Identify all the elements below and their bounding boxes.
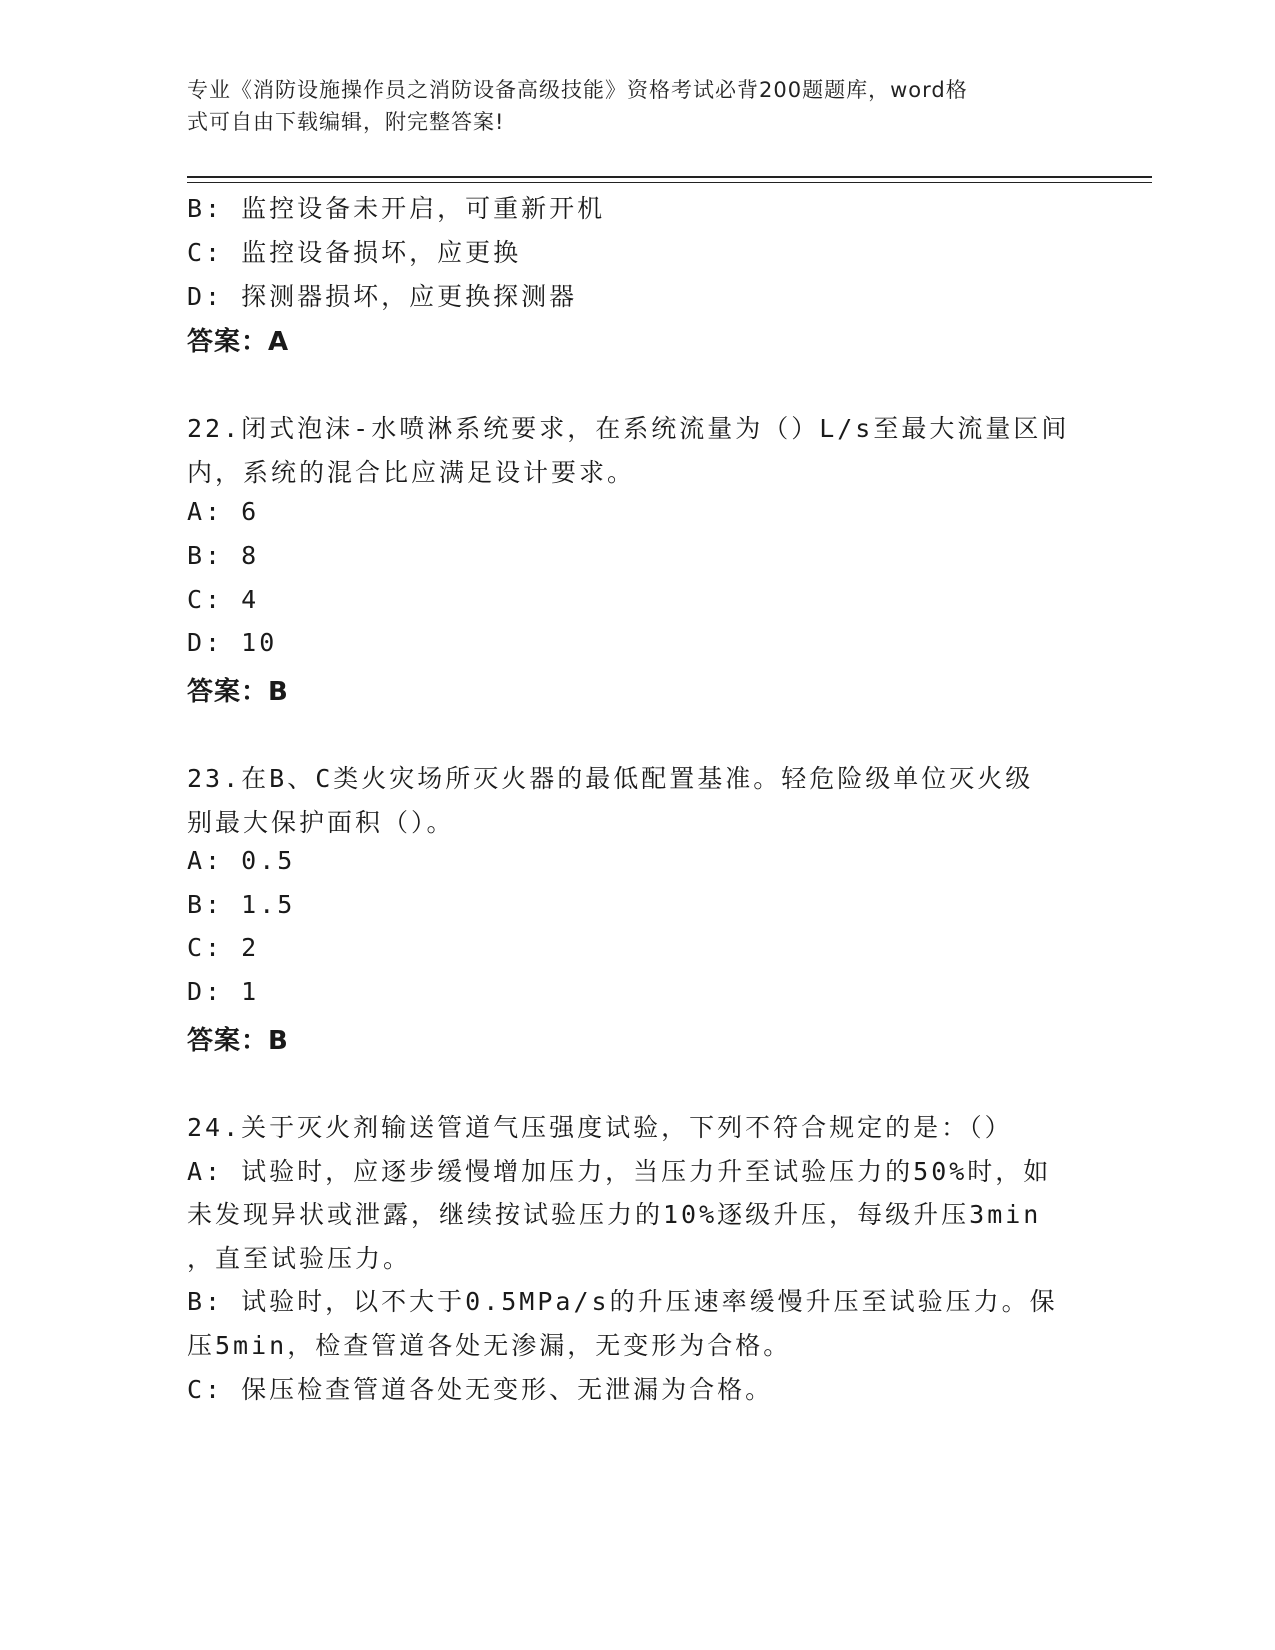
q23-answer: 答案：B <box>187 1026 289 1056</box>
q22-option-d: D: 10 <box>187 628 278 657</box>
q23-option-d: D: 1 <box>187 977 260 1006</box>
q23-stem-line-1: 23.在B、C类火灾场所灭火器的最低配置基准。轻危险级单位灭火级 <box>187 764 1034 793</box>
q23-stem-line-2: 别最大保护面积（）。 <box>187 808 455 837</box>
q21-option-d: D: 探测器损坏，应更换探测器 <box>187 282 578 311</box>
header-rule-thick <box>187 176 1152 178</box>
q22-option-a: A: 6 <box>187 497 260 526</box>
q23-option-c: C: 2 <box>187 933 260 962</box>
q21-answer: 答案：A <box>187 327 290 357</box>
q22-stem-line-2: 内，系统的混合比应满足设计要求。 <box>187 458 636 487</box>
q22-option-c: C: 4 <box>187 585 260 614</box>
q24-option-a-line-2: 未发现异状或泄露，继续按试验压力的10%逐级升压，每级升压3min <box>187 1200 1042 1229</box>
q22-option-b: B: 8 <box>187 541 260 570</box>
q24-option-a-line-1: A: 试验时，应逐步缓慢增加压力，当压力升至试验压力的50%时，如 <box>187 1157 1052 1186</box>
q22-stem-line-1: 22.闭式泡沫-水喷淋系统要求，在系统流量为（）L/s至最大流量区间 <box>187 414 1070 443</box>
q24-option-c: C: 保压检查管道各处无变形、无泄漏为合格。 <box>187 1375 774 1404</box>
q23-option-a: A: 0.5 <box>187 846 296 875</box>
header-rule-thin <box>187 182 1152 183</box>
q24-stem: 24.关于灭火剂输送管道气压强度试验，下列不符合规定的是：（） <box>187 1113 1013 1142</box>
q24-option-b-line-1: B: 试验时，以不大于0.5MPa/s的升压速率缓慢升压至试验压力。保 <box>187 1287 1058 1316</box>
q21-option-b: B: 监控设备未开启，可重新开机 <box>187 194 606 223</box>
document-header <box>187 74 1067 138</box>
header-line-2: 式可自由下载编辑，附完整答案! <box>187 110 505 134</box>
q24-option-b-line-2: 压5min，检查管道各处无渗漏，无变形为合格。 <box>187 1331 792 1360</box>
q22-answer: 答案：B <box>187 677 289 707</box>
q21-option-c: C: 监控设备损坏，应更换 <box>187 238 522 267</box>
q24-option-a-line-3: ，直至试验压力。 <box>187 1244 412 1273</box>
q23-option-b: B: 1.5 <box>187 890 296 919</box>
header-line-1: 专业《消防设施操作员之消防设备高级技能》资格考试必背200题题库，word格 <box>187 78 968 102</box>
